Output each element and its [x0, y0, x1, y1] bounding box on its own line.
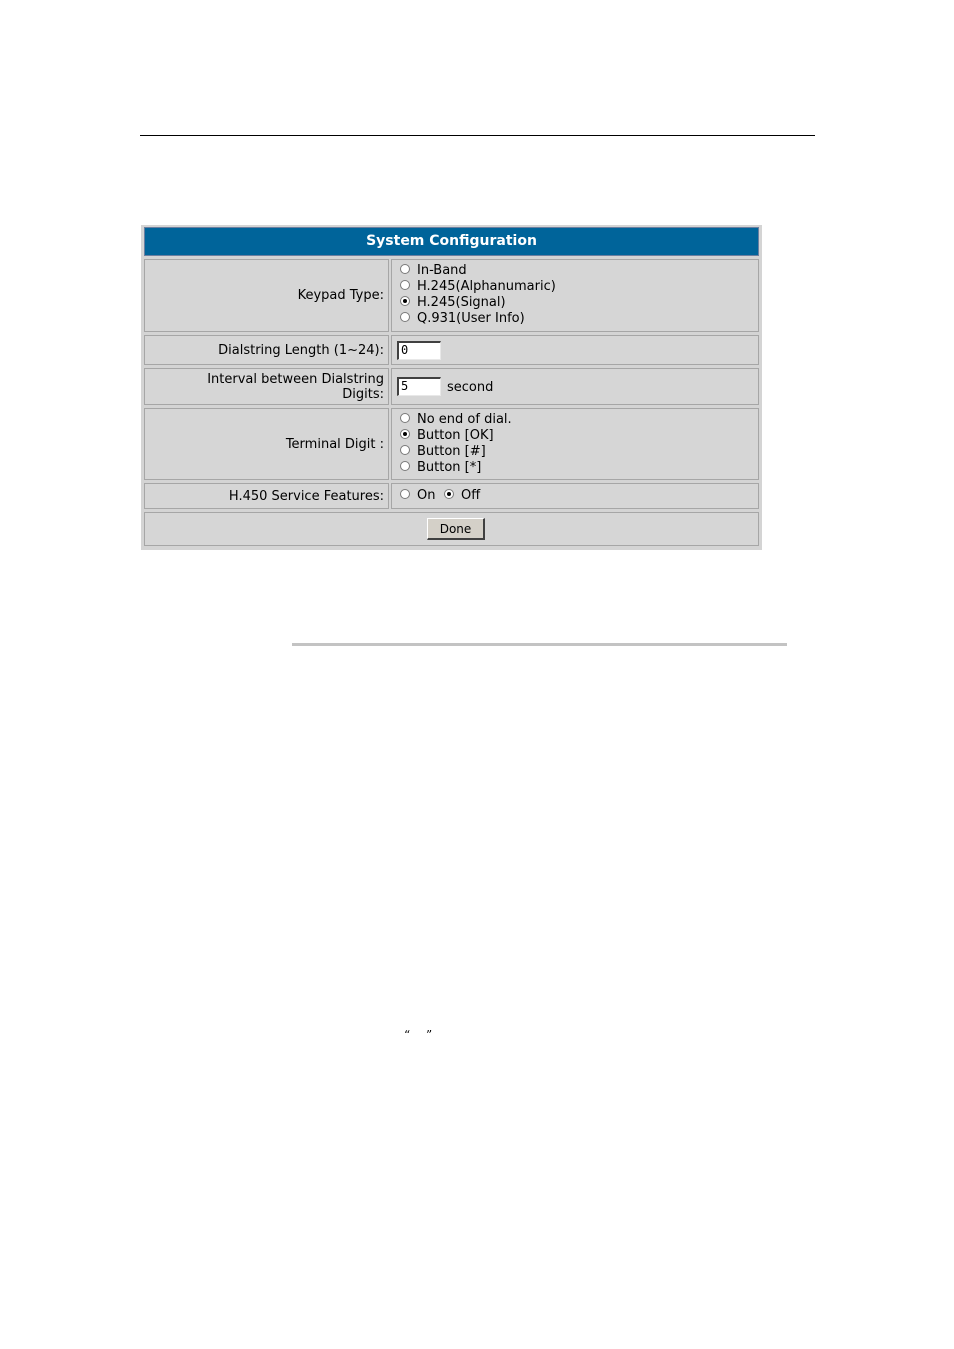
interval-input[interactable]: 5 [397, 377, 441, 396]
radio-checked-icon[interactable] [400, 296, 410, 306]
interval-unit: second [447, 380, 494, 395]
radio-icon[interactable] [400, 489, 410, 499]
interval-value-cell [391, 368, 759, 405]
keypad-type-label: Keypad Type: [297, 288, 384, 303]
dialstring-length-row [144, 335, 759, 365]
terminal-option-button-ok[interactable]: Button [OK] [400, 428, 494, 444]
h450-options [391, 483, 759, 509]
h450-label: H.450 Service Features: [228, 489, 384, 504]
quote-marks: “ ” [404, 1028, 439, 1042]
terminal-digit-options [391, 408, 759, 480]
radio-icon[interactable] [400, 312, 410, 322]
terminal-digit-row [144, 408, 759, 480]
interval-label-line1: Interval between Dialstring [207, 372, 384, 387]
terminal-option-button-hash[interactable]: Button [#] [400, 444, 486, 460]
h450-option-off[interactable]: Off [444, 488, 480, 504]
terminal-option-button-star[interactable]: Button [*] [400, 460, 481, 476]
dialstring-length-label-cell [144, 335, 389, 365]
h450-option-on[interactable]: On [400, 488, 435, 504]
top-divider [140, 135, 815, 136]
bottom-divider [292, 643, 787, 646]
radio-icon[interactable] [400, 445, 410, 455]
dialstring-length-label: Dialstring Length (1~24): [218, 343, 384, 358]
actions-cell [144, 512, 759, 546]
keypad-type-row [144, 259, 759, 332]
actions-row [144, 512, 759, 546]
interval-label-cell [144, 368, 389, 405]
radio-icon[interactable] [400, 413, 410, 423]
keypad-option-q931-user-info[interactable]: Q.931(User Info) [400, 311, 525, 327]
dialstring-length-value-cell [391, 335, 759, 365]
keypad-type-options [391, 259, 759, 332]
keypad-option-in-band[interactable]: In-Band [400, 263, 467, 279]
interval-label-line2: Digits: [342, 387, 384, 402]
system-configuration-panel [141, 225, 762, 550]
dialstring-length-input[interactable]: 0 [397, 341, 441, 360]
panel-title: System Configuration [144, 227, 759, 256]
terminal-digit-label-cell [144, 408, 389, 480]
h450-row [144, 483, 759, 509]
keypad-type-label-cell [144, 259, 389, 332]
h450-label-cell [144, 483, 389, 509]
done-button[interactable]: Done [427, 518, 485, 540]
radio-checked-icon[interactable] [444, 489, 454, 499]
interval-row [144, 368, 759, 405]
radio-icon[interactable] [400, 264, 410, 274]
keypad-option-h245-alphanumaric[interactable]: H.245(Alphanumaric) [400, 279, 556, 295]
terminal-option-no-end-of-dial[interactable]: No end of dial. [400, 412, 512, 428]
radio-icon[interactable] [400, 461, 410, 471]
keypad-option-h245-signal[interactable]: H.245(Signal) [400, 295, 506, 311]
terminal-digit-label: Terminal Digit : [285, 437, 384, 452]
radio-icon[interactable] [400, 280, 410, 290]
radio-checked-icon[interactable] [400, 429, 410, 439]
